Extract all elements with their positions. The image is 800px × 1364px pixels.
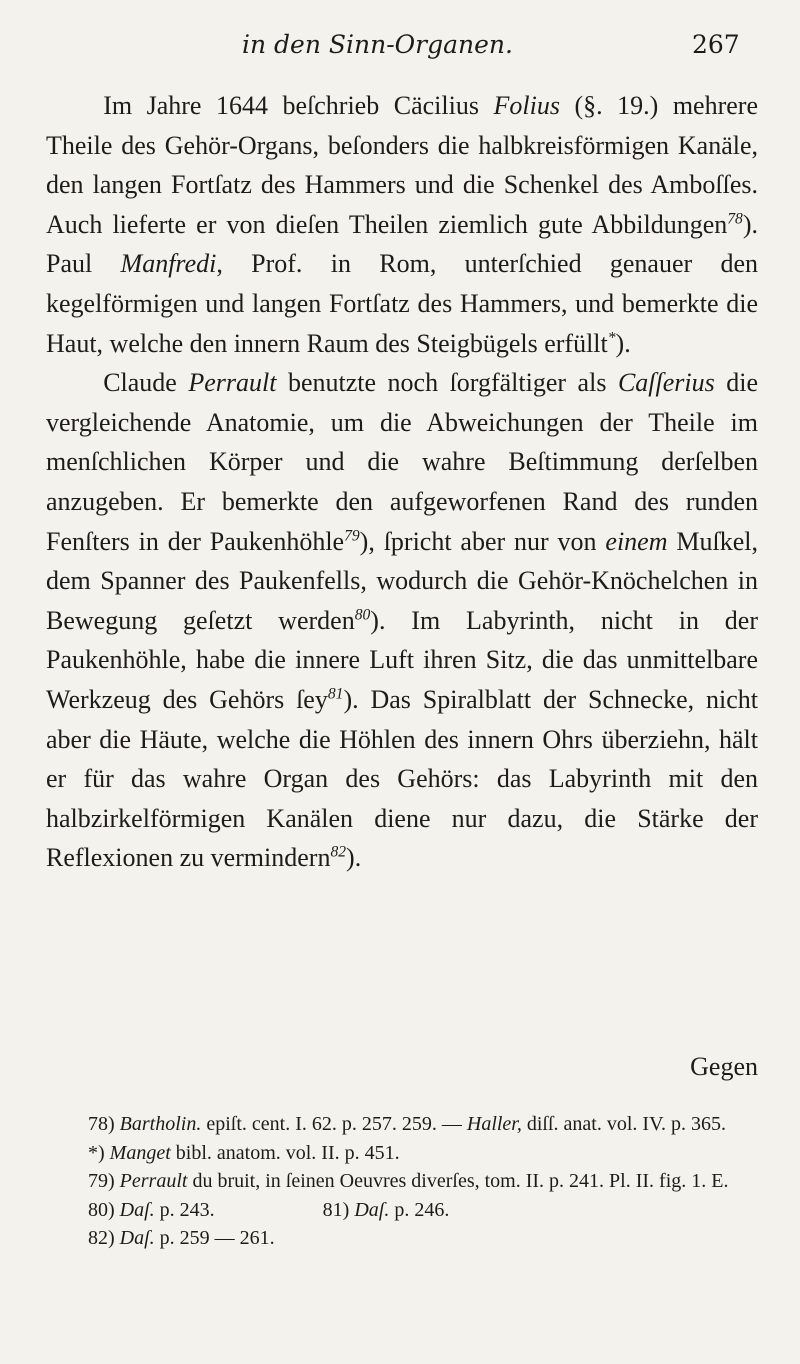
footnote-81: 81) Daſ. p. 246.: [322, 1198, 450, 1221]
name-perrault: Perrault: [188, 368, 277, 398]
word-einem: einem: [605, 526, 668, 556]
footnote-ref-81: 81: [327, 685, 344, 703]
footnote-ref-78: 78: [727, 210, 743, 228]
page-number: 267: [692, 30, 740, 59]
name-folius: Folius: [493, 91, 560, 120]
footnote-row-80-81: [88, 1196, 768, 1225]
footnote-79: 79) Perrault du bruit, in ſeinen Oeuvres diverſes, tom. II. p. 241. Pl. II. fig. 1. E.: [88, 1170, 729, 1193]
running-head: in den Sinn-Organen.: [242, 30, 513, 59]
paragraph-2: Claude Perrault benutzte noch ſorgfältiger als Caſſerius die vergleichende Anatomie, um die Abweichungen der Theile im menſchlichen Körper und die wahre Beſtimmung derſelben anzugeben. Er bemerkte den aufgeworfenen Rand des runden Fenſters in der Paukenhöhle$^{79}$), ſpricht aber nur von einem Muſkel, dem Spanner des Paukenfells, wodurch die Gehör-Knöchelchen in Bewegung geſetzt werden$^{80}$). Im Labyrinth, nicht in der Paukenhöhle, habe die innere Luft ihren Sitz, die das unmittelbare Werkzeug des Gehörs ſey$^{81}$). Das Spiralblatt der Schnecke, nicht aber die Häute, welche die Höhlen des innern Ohrs überziehn, hält er für das wahre Organ des Gehörs: das Labyrinth mit den halbzirkelförmigen Kanälen diene nur dazu, die Stärke der Reflexionen zu vermindern$^{82}$).: [46, 368, 759, 873]
footnotes: [88, 1110, 768, 1253]
footnote-ref-79: 79: [344, 526, 360, 544]
name-manfredi: Manfredi: [120, 249, 217, 279]
body-text: [46, 86, 758, 878]
footnote-82: 82) Daſ. p. 259 — 261.: [88, 1227, 275, 1250]
page-header: [0, 30, 800, 70]
footnote-ref-80: 80: [354, 606, 371, 624]
footnote-ref-82: 82: [330, 843, 347, 861]
footnote-star: *) Manget bibl. anatom. vol. II. p. 451.: [88, 1141, 400, 1164]
footnote-ref-star: *: [607, 328, 616, 346]
paragraph-1: Im Jahre 1644 beſchrieb Cäcilius Folius (§. 19.) mehrere Theile des Gehör-Organs, beſonders die halbkreisförmigen Kanäle, den langen Fortſatz des Hammers und die Schenkel des Amboſſes. Auch lieferte er von dieſen Theilen ziemlich gute Abbildungen$^{78}$). Paul Manfredi, Prof. in Rom, unterſchied genauer den kegelförmigen und langen Fortſatz des Hammers, und bemerkte die Haut, welche den innern Raum des Steigbügels erfüllt*).: [46, 91, 758, 358]
catchword: Gegen: [690, 1052, 758, 1081]
footnote-78: 78) Bartholin. epiſt. cent. I. 62. p. 257. 259. — Haller, diſſ. anat. vol. IV. p. 365.: [88, 1113, 726, 1135]
name-casserius: Caſſerius: [617, 368, 715, 398]
footnote-80: 80) Daſ. p. 243.: [88, 1198, 215, 1221]
